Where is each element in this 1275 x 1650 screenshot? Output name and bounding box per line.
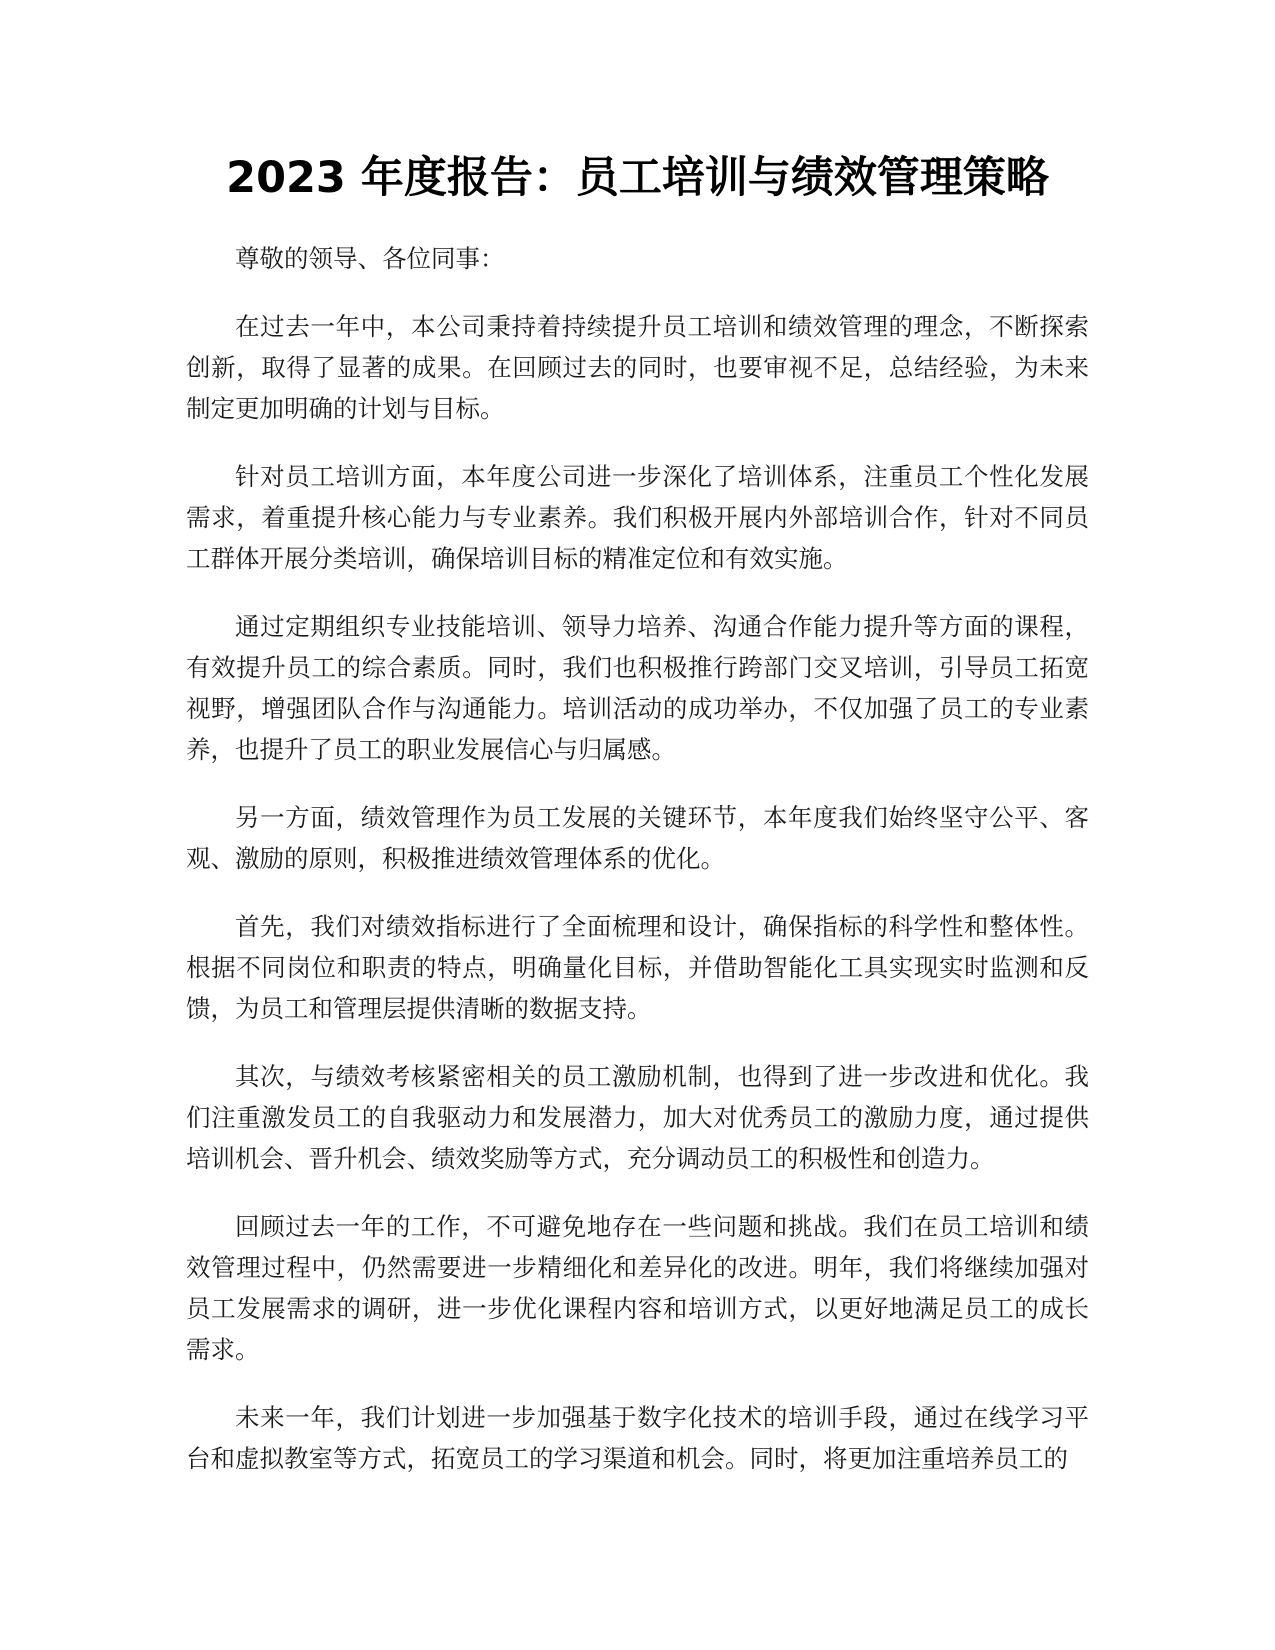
document-body: [186, 238, 1089, 1506]
paragraph-1: 在过去一年中，本公司秉持着持续提升员工培训和绩效管理的理念，不断探索创新，取得了显著的成果。在回顾过去的同时，也要审视不足，总结经验，为未来制定更加明确的计划与目标。: [186, 312, 1089, 423]
paragraph-8: 未来一年，我们计划进一步加强基于数字化技术的培训手段，通过在线学习平台和虚拟教室等方式，拓宽员工的学习渠道和机会。同时，将更加注重培养员工的: [186, 1403, 1089, 1473]
paragraph-4: 另一方面，绩效管理作为员工发展的关键环节，本年度我们始终坚守公平、客观、激励的原则，积极推进绩效管理体系的优化。: [186, 803, 1089, 873]
paragraph-6: 其次，与绩效考核紧密相关的员工激励机制，也得到了进一步改进和优化。我们注重激发员工的自我驱动力和发展潜力，加大对优秀员工的激励力度，通过提供培训机会、晋升机会、绩效奖励等方式，充分调动员工的积极性和创造力。: [186, 1062, 1089, 1173]
paragraph-5: 首先，我们对绩效指标进行了全面梳理和设计，确保指标的科学性和整体性。根据不同岗位和职责的特点，明确量化目标，并借助智能化工具实现实时监测和反馈，为员工和管理层提供清晰的数据支持。: [186, 912, 1089, 1023]
paragraph-2: 针对员工培训方面，本年度公司进一步深化了培训体系，注重员工个性化发展需求，着重提升核心能力与专业素养。我们积极开展内外部培训合作，针对不同员工群体开展分类培训，确保培训目标的精准定位和有效实施。: [186, 462, 1089, 573]
document-title: 2023 年度报告：员工培训与绩效管理策略: [226, 153, 1049, 203]
paragraph-7: 回顾过去一年的工作，不可避免地存在一些问题和挑战。我们在员工培训和绩效管理过程中，仍然需要进一步精细化和差异化的改进。明年，我们将继续加强对员工发展需求的调研，进一步优化课程内容和培训方式，以更好地满足员工的成长需求。: [186, 1212, 1089, 1364]
paragraph-3: 通过定期组织专业技能培训、领导力培养、沟通合作能力提升等方面的课程，有效提升员工的综合素质。同时，我们也积极推行跨部门交叉培训，引导员工拓宽视野，增强团队合作与沟通能力。培训活动的成功举办，不仅加强了员工的专业素养，也提升了员工的职业发展信心与归属感。: [186, 612, 1089, 764]
salutation: 尊敬的领导、各位同事：: [235, 244, 505, 273]
